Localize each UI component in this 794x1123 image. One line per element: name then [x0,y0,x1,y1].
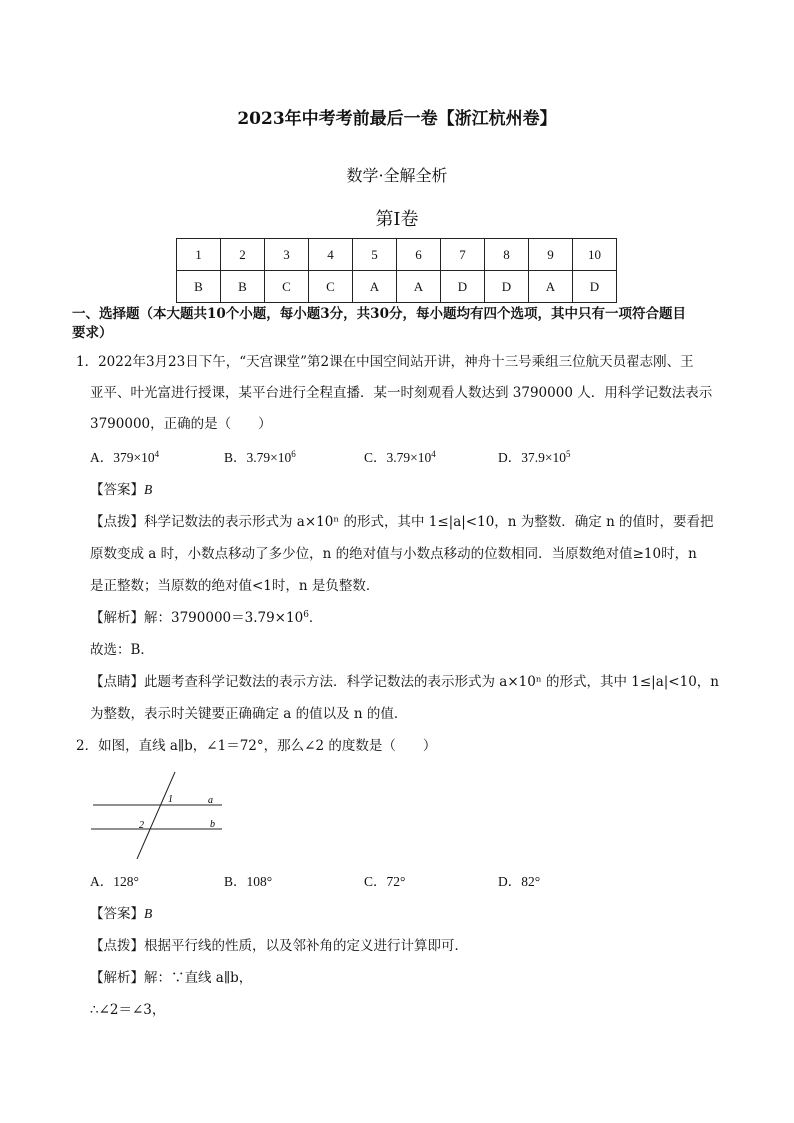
parallel-lines-figure [86,766,236,862]
analysis-exp: 6 [303,610,309,620]
answer-table-numbers-row [177,239,617,271]
tip-text: 根据平行线的性质，以及邻补角的定义进行计算即可． [144,938,468,954]
table-cell: 10 [573,239,617,271]
tip-text: 科学记数法的表示形式为 a×10ⁿ 的形式，其中 1≤|a|<10，n 为整数．确定 n 的值时，要看把 [144,514,714,530]
analysis-text: 解：∵直线 a∥b， [144,970,253,986]
q1-choose: 故选：B． [90,642,154,658]
table-cell: C [309,271,353,303]
table-cell: A [397,271,441,303]
analysis-end: ． [308,610,323,626]
analysis-text: 解：3790000＝3.79×10 [144,610,304,626]
q1-option-d-exp: 5 [566,449,571,459]
line-b-label: b [210,819,215,830]
q1-option-b-exp: 6 [291,449,296,459]
table-cell: 7 [441,239,485,271]
q1-option-c [364,449,436,467]
q1-tip-line3: 是正整数；当原数的绝对值<1时，n 是负整数． [90,578,380,594]
angle-1-label: 1 [168,794,173,805]
q2-option-d: D．82° [498,874,541,889]
transversal-line [137,772,175,859]
table-cell: D [485,271,529,303]
q2-stem: 2．如图，直线 a∥b，∠1＝72°，那么∠2 的度数是（ ） [76,738,437,754]
q1-review-line1 [90,673,719,691]
table-cell: A [353,271,397,303]
q1-option-b [224,449,296,467]
table-cell: 6 [397,239,441,271]
q1-tip-line2: 原数变成 a 时，小数点移动了多少位，n 的绝对值与小数点移动的位数相同．当原数绝对值≥10时，n [90,546,697,562]
q1-option-c-text: C．3.79×10 [364,450,432,465]
q2-option-b: B．108° [224,874,273,889]
table-cell: 2 [221,239,265,271]
answer-value: B [144,906,153,921]
q1-option-a-text: A．379×10 [90,450,155,465]
q2-option-a: A．128° [90,874,139,889]
answer-label: 【答案】 [90,906,144,922]
q1-review-line2: 为整数，表示时关键要正确确定 a 的值以及 n 的值． [90,706,408,722]
q1-option-b-text: B．3.79×10 [224,450,292,465]
table-cell: C [265,271,309,303]
table-cell: 4 [309,239,353,271]
q1-answer [90,481,152,499]
q1-option-c-exp: 4 [431,449,436,459]
tip-label: 【点拨】 [90,938,144,954]
q1-tip-line1 [90,513,714,531]
line-a-label: a [208,795,213,806]
table-cell: D [441,271,485,303]
answer-label: 【答案】 [90,482,144,498]
q1-option-a-exp: 4 [154,449,160,459]
q2-answer [90,905,152,923]
q1-analysis [90,609,322,627]
table-cell: B [221,271,265,303]
answer-value: B [144,482,153,497]
q1-option-d [498,449,571,467]
answer-table [176,238,617,303]
section-heading: 一、选择题（本大题共10个小题，每小题3分，共30分，每小题均有四个选项，其中只有一项符合题目 [72,306,686,322]
q2-tip [90,937,468,955]
q2-analysis [90,969,252,987]
q1-option-d-text: D．37.9×10 [498,450,566,465]
q1-option-a [90,449,159,467]
table-cell: 8 [485,239,529,271]
q1-stem-line2: 亚平、叶光富进行授课，某平台进行全程直播．某一时刻观看人数达到 3790000 人．用科学记数法表示 [90,385,713,401]
tip-label: 【点拨】 [90,514,144,530]
table-cell: 5 [353,239,397,271]
page-subtitle: 数学·全解全析 [346,166,448,185]
q2-option-c: C．72° [364,874,406,889]
page-title: 2023年中考考前最后一卷【浙江杭州卷】 [237,109,557,129]
table-cell: 9 [529,239,573,271]
table-cell: A [529,271,573,303]
q1-stem-line3: 3790000，正确的是（ ） [90,416,272,432]
review-text: 此题考查科学记数法的表示方法．科学记数法的表示形式为 a×10ⁿ 的形式，其中 1≤|a|<10，n [144,674,719,690]
review-label: 【点睛】 [90,674,144,690]
answer-table-answers-row [177,271,617,303]
table-cell: D [573,271,617,303]
angle-2-label: 2 [139,820,144,831]
table-cell: 3 [265,239,309,271]
volume-heading: 第Ⅰ卷 [375,209,419,230]
q2-step2: ∴∠2＝∠3， [90,1002,166,1018]
analysis-label: 【解析】 [90,610,144,626]
table-cell: B [177,271,221,303]
table-cell: 1 [177,239,221,271]
analysis-label: 【解析】 [90,970,144,986]
q1-stem-line1: 1．2022年3月23日下午，“天宫课堂”第2课在中国空间站开讲，神舟十三号乘组三位航天员翟志刚、王 [76,354,694,370]
section-heading-cont: 要求） [72,325,113,341]
